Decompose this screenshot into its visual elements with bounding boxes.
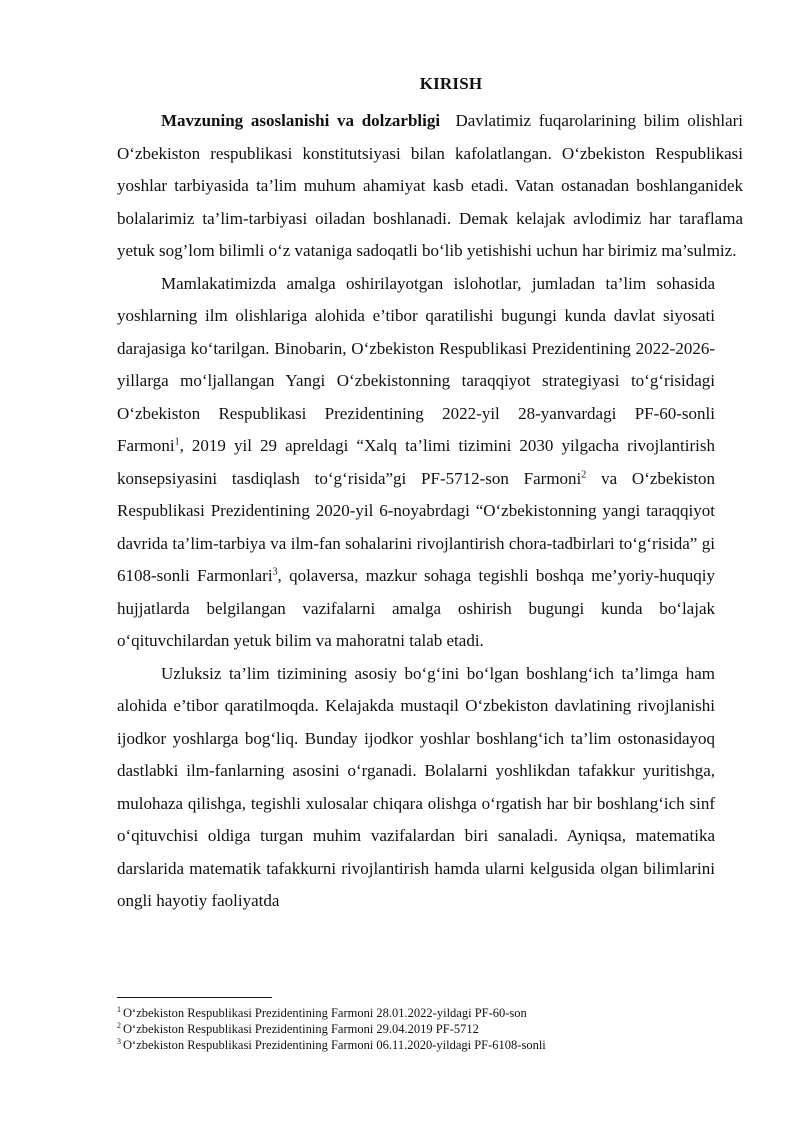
body-text [117, 105, 743, 918]
section-heading: KIRISH [419, 74, 483, 93]
paragraph-relevance [117, 105, 743, 268]
footnote-text: O‘zbekiston Respublikasi Prezidentining Farmoni 06.11.2020-yildagi PF-6108-sonli [123, 1038, 546, 1052]
footnote-text: O‘zbekiston Respublikasi Prezidentining Farmoni 28.01.2022-yildagi PF-60-son [123, 1006, 527, 1020]
paragraph-text: Davlatimiz fuqarolarining bilim olishlari O‘zbekiston respublikasi konstitutsiyasi bilan kafolatlangan. O‘zbekiston Respublikasi yoshlar tarbiyasida ta’lim muhum ahamiyat kasb etadi. Vatan ostanadan boshlanganidek bolalarimiz ta’lim-tarbiyasi oiladan boshlanadi. Demak kelajak avlodimiz har taraflama yetuk sog’lom bilimli o‘z vataniga sadoqatli bo‘lib yetishishi uchun har birimiz ma’sulmiz. [117, 111, 743, 260]
footnote-text: O‘zbekiston Respublikasi Prezidentining Farmoni 29.04.2019 PF-5712 [123, 1022, 479, 1036]
footnotes [117, 1005, 743, 1053]
footnote-mark: 3 [117, 1036, 121, 1046]
footnote-1 [117, 1005, 743, 1021]
footnote-3 [117, 1037, 743, 1053]
paragraph-text: , qolaversa, mazkur sohaga tegishli boshqa me’yoriy-huquqiy hujjatlarda belgilangan vazifalarni amalga oshirish bugungi kunda bo‘lajak o‘qituvchilardan yetuk bilim va mahoratni talab etadi. [117, 566, 715, 650]
footnote-separator [117, 997, 272, 998]
paragraph-lead: Mavzuning asoslanishi va dolzarbligi [161, 111, 441, 130]
paragraph-text: va O‘zbekiston Respublikasi Prezidentining 2020-yil 6-noyabrdagi “O‘zbekistonning yangi taraqqiyot davrida ta’lim-tarbiya va ilm-fan sohalarini rivojlantirish chora-tadbirlari to‘g‘risida” gi 6108-sonli Farmonlari [117, 468, 716, 585]
footnote-ref-3: 3 [272, 566, 278, 578]
footnote-mark: 2 [117, 1020, 121, 1030]
paragraph-text: Mamlakatimizda amalga oshirilayotgan islohotlar, jumladan ta’lim sohasida yoshlarning ilm olishlariga alohida e’tibor qaratilishi bugungi kunda davlat siyosati darajasiga ko‘tarilgan. Binobarin, O‘zbekiston Respublikasi Prezidentining 2022-2026-yillarga mo‘ljallangan Yangi O‘zbekistonning taraqqiyot strategiyasi to‘g‘risidagi O‘zbekiston Respublikasi Prezidentining 2022-yil 28-yanvardagi PF-60-sonli Farmoni [117, 273, 715, 455]
footnote-mark: 1 [117, 1004, 121, 1014]
footnote-ref-1: 1 [174, 436, 180, 448]
paragraph-text: , 2019 yil 29 apreldagi “Xalq ta’limi tizimini 2030 yilgacha rivojlantirish konsepsiyasini tasdiqlash to‘g‘risida”gi PF-5712-son Farmoni [117, 436, 715, 488]
paragraph-primary-education [117, 658, 743, 918]
paragraph-reforms [117, 268, 743, 658]
footnote-2 [117, 1021, 743, 1037]
paragraph-text: Uzluksiz ta’lim tizimining asosiy bo‘g‘ini bo‘lgan boshlang‘ich ta’limga ham alohida e’tibor qaratilmoqda. Kelajakda mustaqil O‘zbekiston davlatining rivojlanishi ijodkor yoshlarga bog‘liq. Bunday ijodkor yoshlar boshlang‘ich ta’lim ostonasidayoq dastlabki ilm-fanlarning asosini o‘rganadi. Bolalarni yoshlikdan tafakkur yuritishga, mulohaza qilishga, tegishli xulosalar chiqara olishga o‘rgatish har bir boshlang‘ich sinf o‘qituvchisi oldiga turgan muhim vazifalardan biri sanaladi. Ayniqsa, matematika darslarida matematik tafakkurni rivojlantirish hamda ularni kelgusida olgan bilimlarini ongli hayotiy faoliyatda [117, 663, 715, 910]
footnote-ref-2: 2 [581, 468, 587, 480]
